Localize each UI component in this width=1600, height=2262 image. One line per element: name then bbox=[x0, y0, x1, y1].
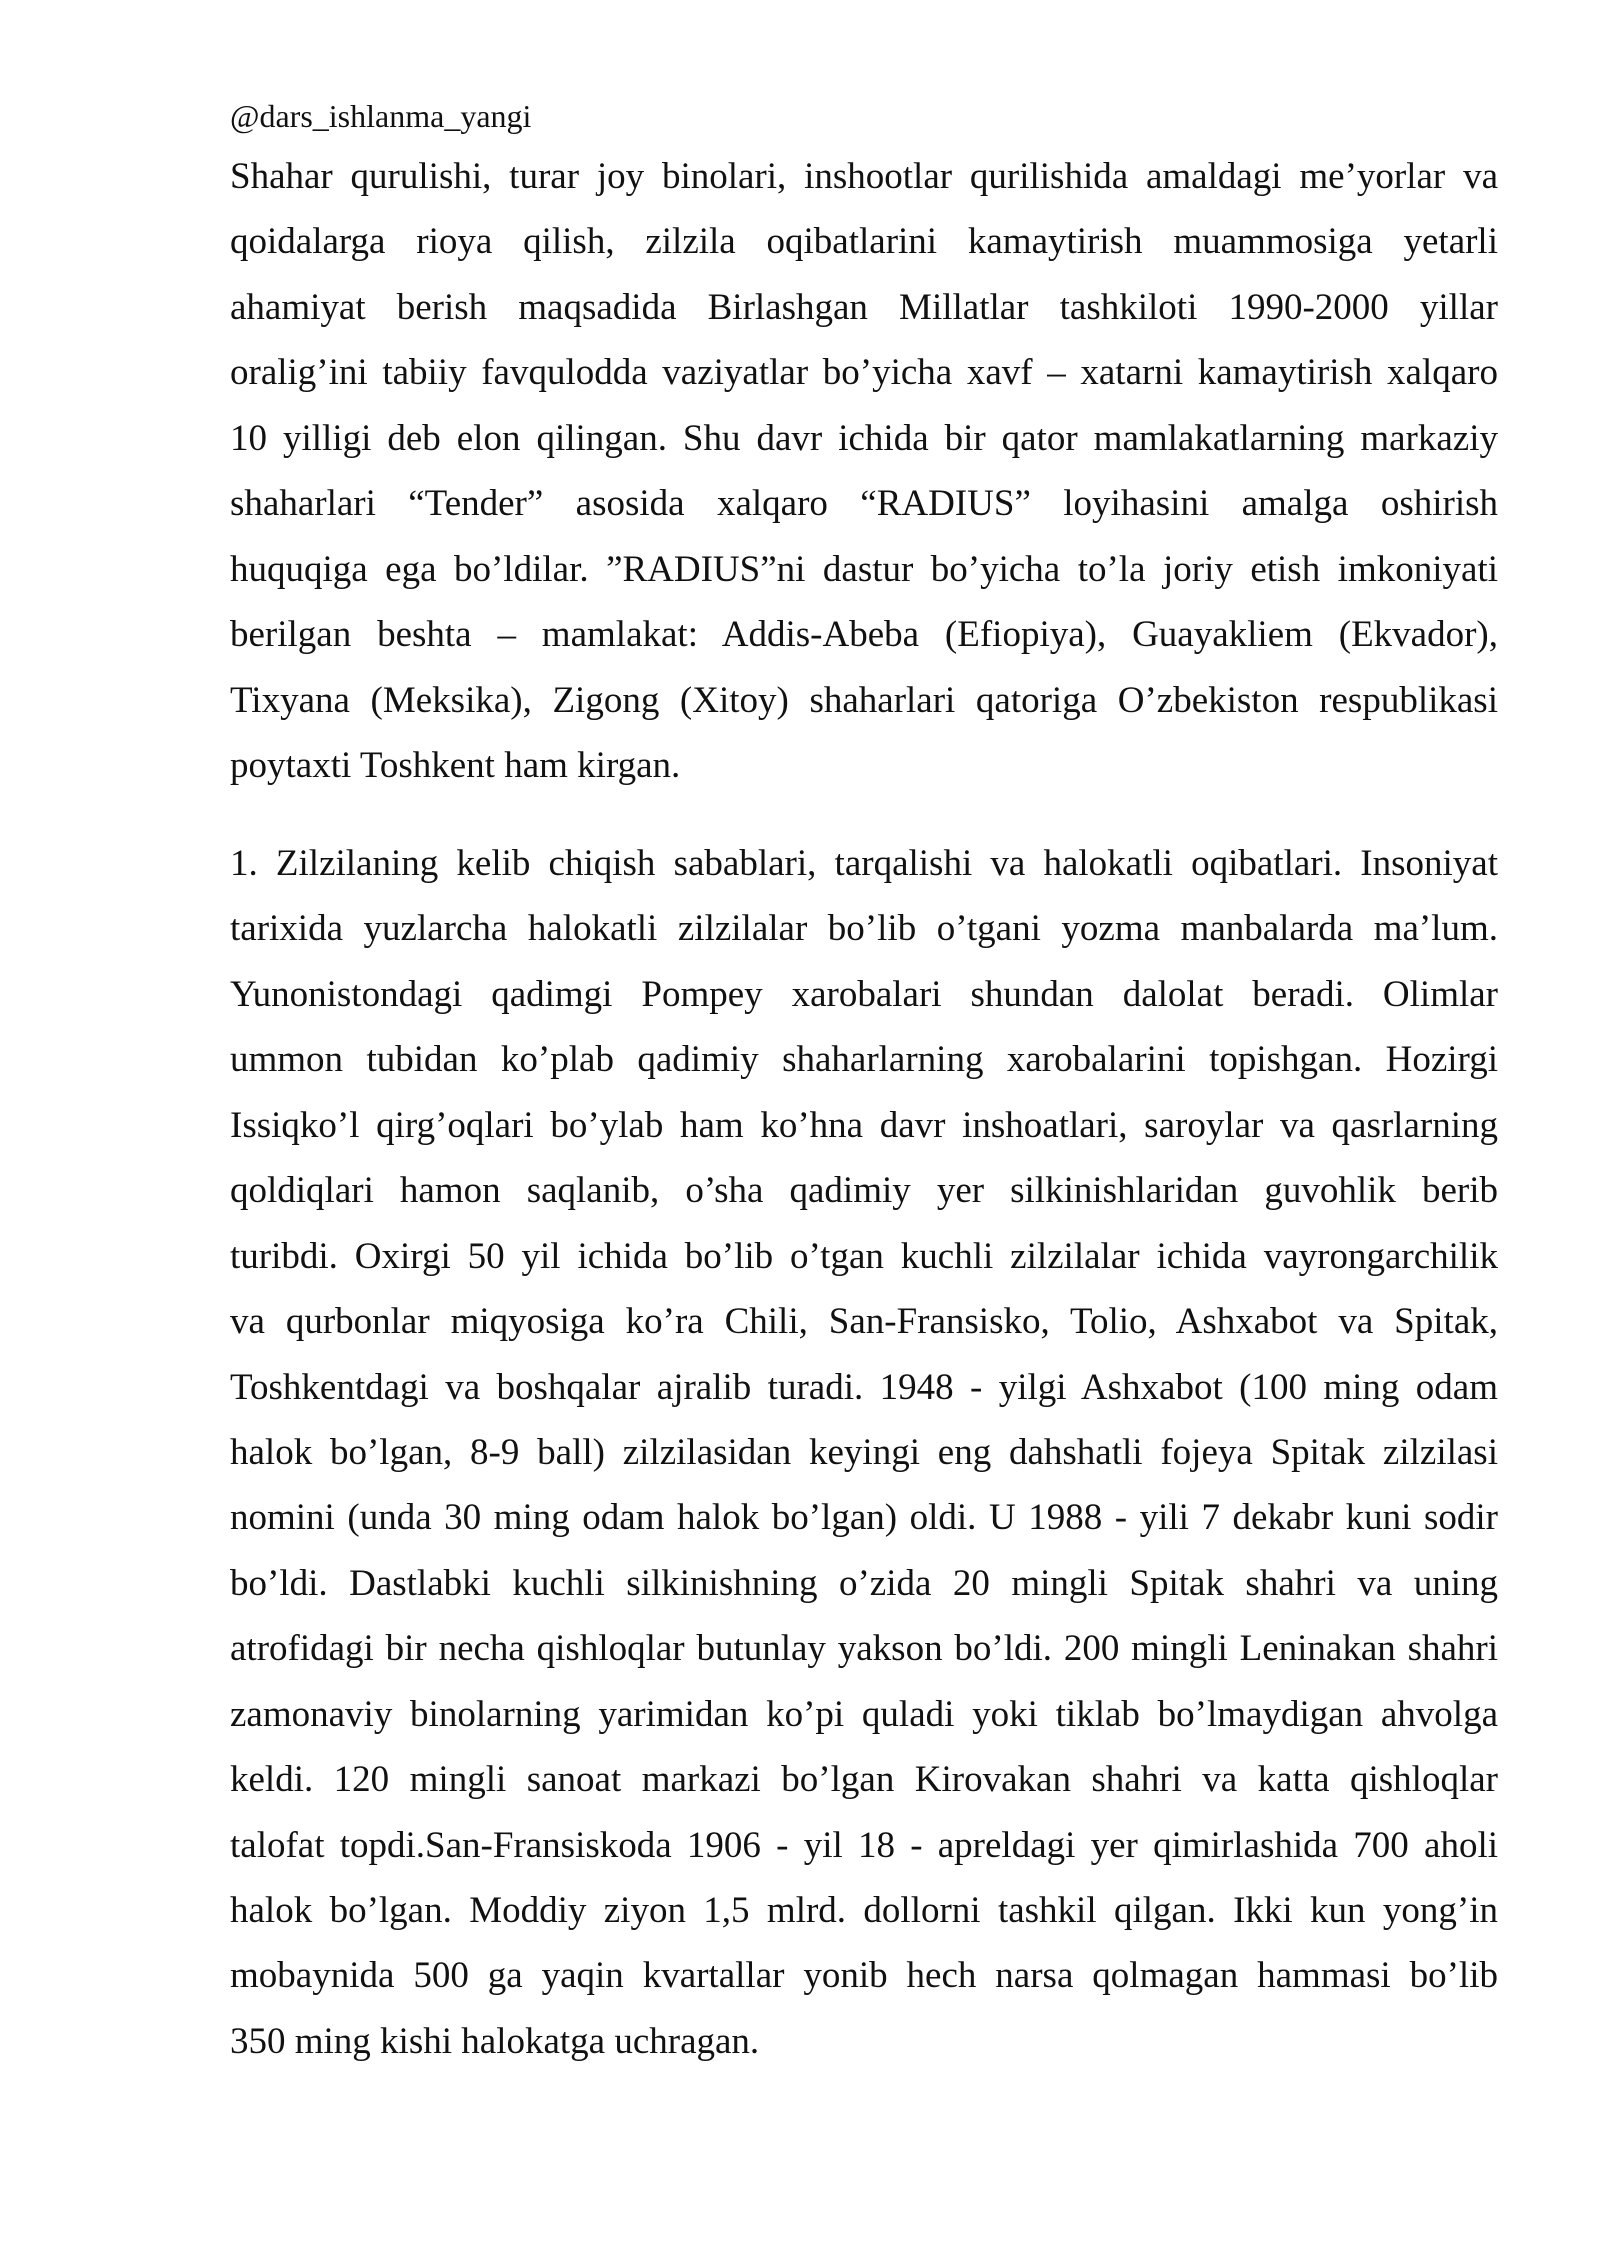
channel-handle: @dars_ishlanma_yangi bbox=[230, 98, 532, 134]
text-line: turibdi. Oxirgi 50 yil ichida bo’lib o’tgan kuchli zilzilalar ichida vayrongarchilik bbox=[230, 1235, 1498, 1277]
text-line: Toshkentdagi va boshqalar ajralib turadi. 1948 - yilgi Ashxabot (100 ming odam bbox=[230, 1366, 1498, 1408]
text-line: ummon tubidan ko’plab qadimiy shaharlarning xarobalarini topishgan. Hozirgi bbox=[230, 1039, 1498, 1081]
text-line: Issiqko’l qirg’oqlari bo’ylab ham ko’hna davr inshoatlari, saroylar va qasrlarning bbox=[230, 1104, 1498, 1146]
paragraph-intro bbox=[230, 144, 1498, 798]
text-line: oralig’ini tabiiy favqulodda vaziyatlar bo’yicha xavf – xatarni kamaytirish xalqaro bbox=[230, 352, 1498, 394]
text-line: bo’ldi. Dastlabki kuchli silkinishning o’zida 20 mingli Spitak shahri va uning bbox=[230, 1562, 1498, 1604]
text-line: va qurbonlar miqyosiga ko’ra Chili, San-Fransisko, Tolio, Ashxabot va Spitak, bbox=[230, 1301, 1498, 1343]
text-line: poytaxti Toshkent ham kirgan. bbox=[230, 744, 681, 786]
text-line: nomini (unda 30 ming odam halok bo’lgan) oldi. U 1988 - yili 7 dekabr kuni sodir bbox=[230, 1497, 1498, 1539]
text-line: keldi. 120 mingli sanoat markazi bo’lgan Kirovakan shahri va katta qishloqlar bbox=[230, 1759, 1498, 1801]
text-line: huquqiga ega bo’ldilar. ”RADIUS”ni dastur bo’yicha to’la joriy etish imkoniyati bbox=[230, 548, 1498, 590]
text-line: Tixyana (Meksika), Zigong (Xitoy) shaharlari qatoriga O’zbekiston respublikasi bbox=[230, 679, 1498, 721]
text-line: Shahar qurulishi, turar joy binolari, inshootlar qurilishida amaldagi me’yorlar va bbox=[230, 156, 1498, 197]
text-line: zamonaviy binolarning yarimidan ko’pi quladi yoki tiklab bo’lmaydigan ahvolga bbox=[230, 1693, 1498, 1735]
text-line: ahamiyat berish maqsadida Birlashgan Millatlar tashkiloti 1990-2000 yillar bbox=[230, 286, 1498, 328]
text-line: 1. Zilzilaning kelib chiqish sabablari, tarqalishi va halokatli oqibatlari. Insoniyat bbox=[230, 843, 1498, 884]
text-line: qoldiqlari hamon saqlanib, o’sha qadimiy yer silkinishlaridan guvohlik berib bbox=[230, 1170, 1498, 1212]
text-line: Yunonistondagi qadimgi Pompey xarobalari shundan dalolat beradi. Olimlar bbox=[230, 973, 1498, 1015]
text-line: talofat topdi.San-Fransiskoda 1906 - yil 18 - apreldagi yer qimirlashida 700 aholi bbox=[230, 1824, 1498, 1866]
text-line: berilgan beshta – mamlakat: Addis-Abeba (Efiopiya), Guayakliem (Ekvador), bbox=[230, 614, 1498, 656]
text-line: qoidalarga rioya qilish, zilzila oqibatlarini kamaytirish muammosiga yetarli bbox=[230, 221, 1498, 263]
text-line: 350 ming kishi halokatga uchragan. bbox=[230, 2020, 760, 2062]
text-line: shaharlari “Tender” asosida xalqaro “RADIUS” loyihasini amalga oshirish bbox=[230, 483, 1498, 525]
text-line: halok bo’lgan, 8-9 ball) zilzilasidan keyingi eng dahshatli fojeya Spitak zilzilasi bbox=[230, 1431, 1498, 1473]
text-line: halok bo’lgan. Moddiy ziyon 1,5 mlrd. dollorni tashkil qilgan. Ikki kun yong’in bbox=[230, 1890, 1498, 1931]
text-line: atrofidagi bir necha qishloqlar butunlay yakson bo’ldi. 200 mingli Leninakan shahri bbox=[230, 1628, 1498, 1670]
text-line: tarixida yuzlarcha halokatli zilzilalar bo’lib o’tgani yozma manbalarda ma’lum. bbox=[230, 908, 1498, 950]
paragraph-section-1 bbox=[230, 831, 1498, 2074]
text-line: 10 yilligi deb elon qilingan. Shu davr ichida bir qator mamlakatlarning markaziy bbox=[230, 417, 1498, 459]
text-line: mobaynida 500 ga yaqin kvartallar yonib hech narsa qolmagan hammasi bo’lib bbox=[230, 1955, 1498, 1997]
